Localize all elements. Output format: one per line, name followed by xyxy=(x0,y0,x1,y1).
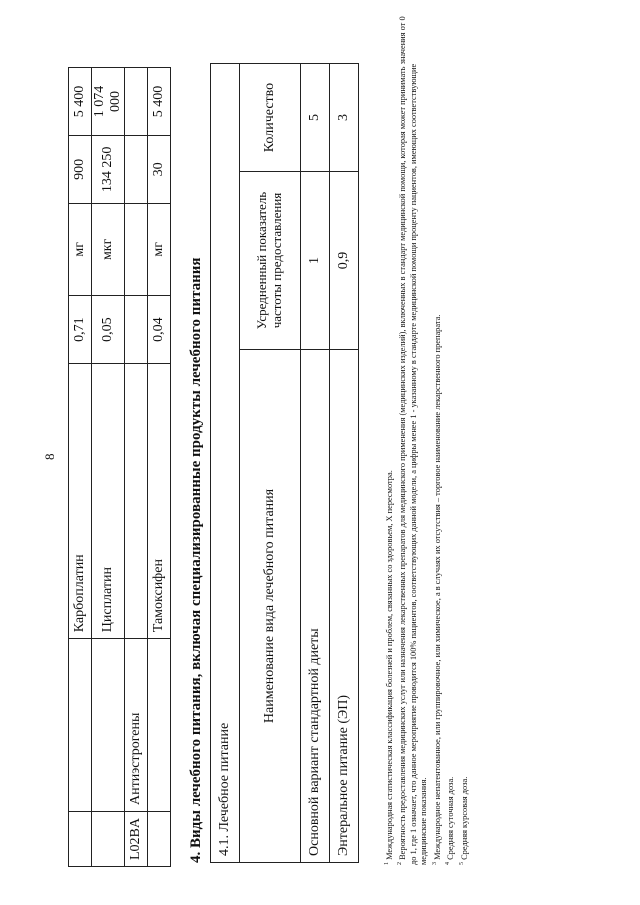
course-dose-cell xyxy=(125,68,148,136)
unit-cell: мкг xyxy=(92,203,125,295)
footnote xyxy=(443,15,456,865)
group-cell xyxy=(148,639,171,812)
frequency-cell: 0,05 xyxy=(92,295,125,363)
daily-dose-cell xyxy=(125,135,148,203)
footnote-marker: 2 xyxy=(397,862,404,865)
table-row xyxy=(301,64,330,863)
drug-table xyxy=(68,67,171,867)
course-dose-cell: 1 074 000 xyxy=(92,68,125,136)
quantity-cell: 3 xyxy=(330,64,359,172)
footnote-marker: 5 xyxy=(458,862,465,865)
footnote xyxy=(382,15,395,865)
header-quantity: Количество xyxy=(240,64,301,172)
section-title: 4. Виды лечебного питания, включая специализированные продукты лечебного питания xyxy=(188,257,204,863)
drug-name-cell: Тамоксифен xyxy=(148,364,171,639)
unit-cell: мг xyxy=(148,203,171,295)
quantity-cell: 5 xyxy=(301,64,330,172)
footnote-text: Международное непатентованное, или группировочное, или химическое, а в случаях их отсутствия – торговое наименование лекарственного препарата. xyxy=(432,314,442,860)
table-row xyxy=(69,68,92,867)
daily-dose-cell: 900 xyxy=(69,135,92,203)
course-dose-cell: 5 400 xyxy=(69,68,92,136)
group-cell xyxy=(92,639,125,812)
nutrition-name-cell: Основной вариант стандартной диеты xyxy=(301,350,330,863)
unit-cell xyxy=(125,203,148,295)
table-row xyxy=(92,68,125,867)
footnote xyxy=(457,15,470,865)
footnotes xyxy=(382,15,470,865)
footnote-marker: 1 xyxy=(384,862,390,865)
table-row xyxy=(125,68,148,867)
unit-cell: мг xyxy=(69,203,92,295)
group-cell xyxy=(69,639,92,812)
atc-code-cell xyxy=(69,812,92,867)
frequency-cell: 0,04 xyxy=(148,295,171,363)
drug-name-cell: Карбоплатин xyxy=(69,364,92,639)
footnote-text: Средняя суточная доза. xyxy=(446,776,456,860)
nutrition-name-cell: Энтеральное питание (ЭП) xyxy=(330,350,359,863)
daily-dose-cell: 134 250 xyxy=(92,135,125,203)
frequency-cell xyxy=(125,295,148,363)
frequency-cell: 0,9 xyxy=(330,172,359,350)
header-row xyxy=(240,64,301,863)
drug-name-cell xyxy=(125,364,148,639)
daily-dose-cell: 30 xyxy=(148,135,171,203)
footnote-text: Вероятность предоставления медицинских услуг или назначения лекарственных препаратов для медицинского применения (медицинских изделий), включенных в стандарт медицинской помощи, которая может принимать значения от 0 до 1, где 1 означает, что данное мероприятие проводится 100% пациентов, соответствующих данной модели, а цифры менее 1 - указанному в стандарте медицинской помощи проценту пациентов, имеющих соответствующие медицинские показания. xyxy=(398,16,429,865)
subsection-row xyxy=(211,64,240,863)
atc-code-cell: L02BA xyxy=(125,812,148,867)
footnote-marker: 3 xyxy=(431,862,438,865)
subsection-title: 4.1. Лечебное питание xyxy=(211,64,240,863)
footnote-text: Международная статистическая классификация болезней и проблем, связанных со здоровьем, X пересмотра. xyxy=(384,470,394,860)
nutrition-table xyxy=(210,63,359,863)
atc-code-cell xyxy=(92,812,125,867)
group-cell: Антиэстрогены xyxy=(125,639,148,812)
atc-code-cell xyxy=(148,812,171,867)
header-frequency: Усредненный показатель частоты предоставления xyxy=(240,172,301,350)
footnote-marker: 4 xyxy=(445,862,452,865)
drug-name-cell: Цисплатин xyxy=(92,364,125,639)
table-row xyxy=(330,64,359,863)
header-name: Наименование вида лечебного питания xyxy=(240,350,301,863)
frequency-cell: 0,71 xyxy=(69,295,92,363)
page-number: 8 xyxy=(42,453,57,460)
footnote-text: Средняя курсовая доза. xyxy=(459,776,469,860)
table-row xyxy=(148,68,171,867)
course-dose-cell: 5 400 xyxy=(148,68,171,136)
footnote xyxy=(395,15,430,865)
footnote xyxy=(430,15,443,865)
frequency-cell: 1 xyxy=(301,172,330,350)
